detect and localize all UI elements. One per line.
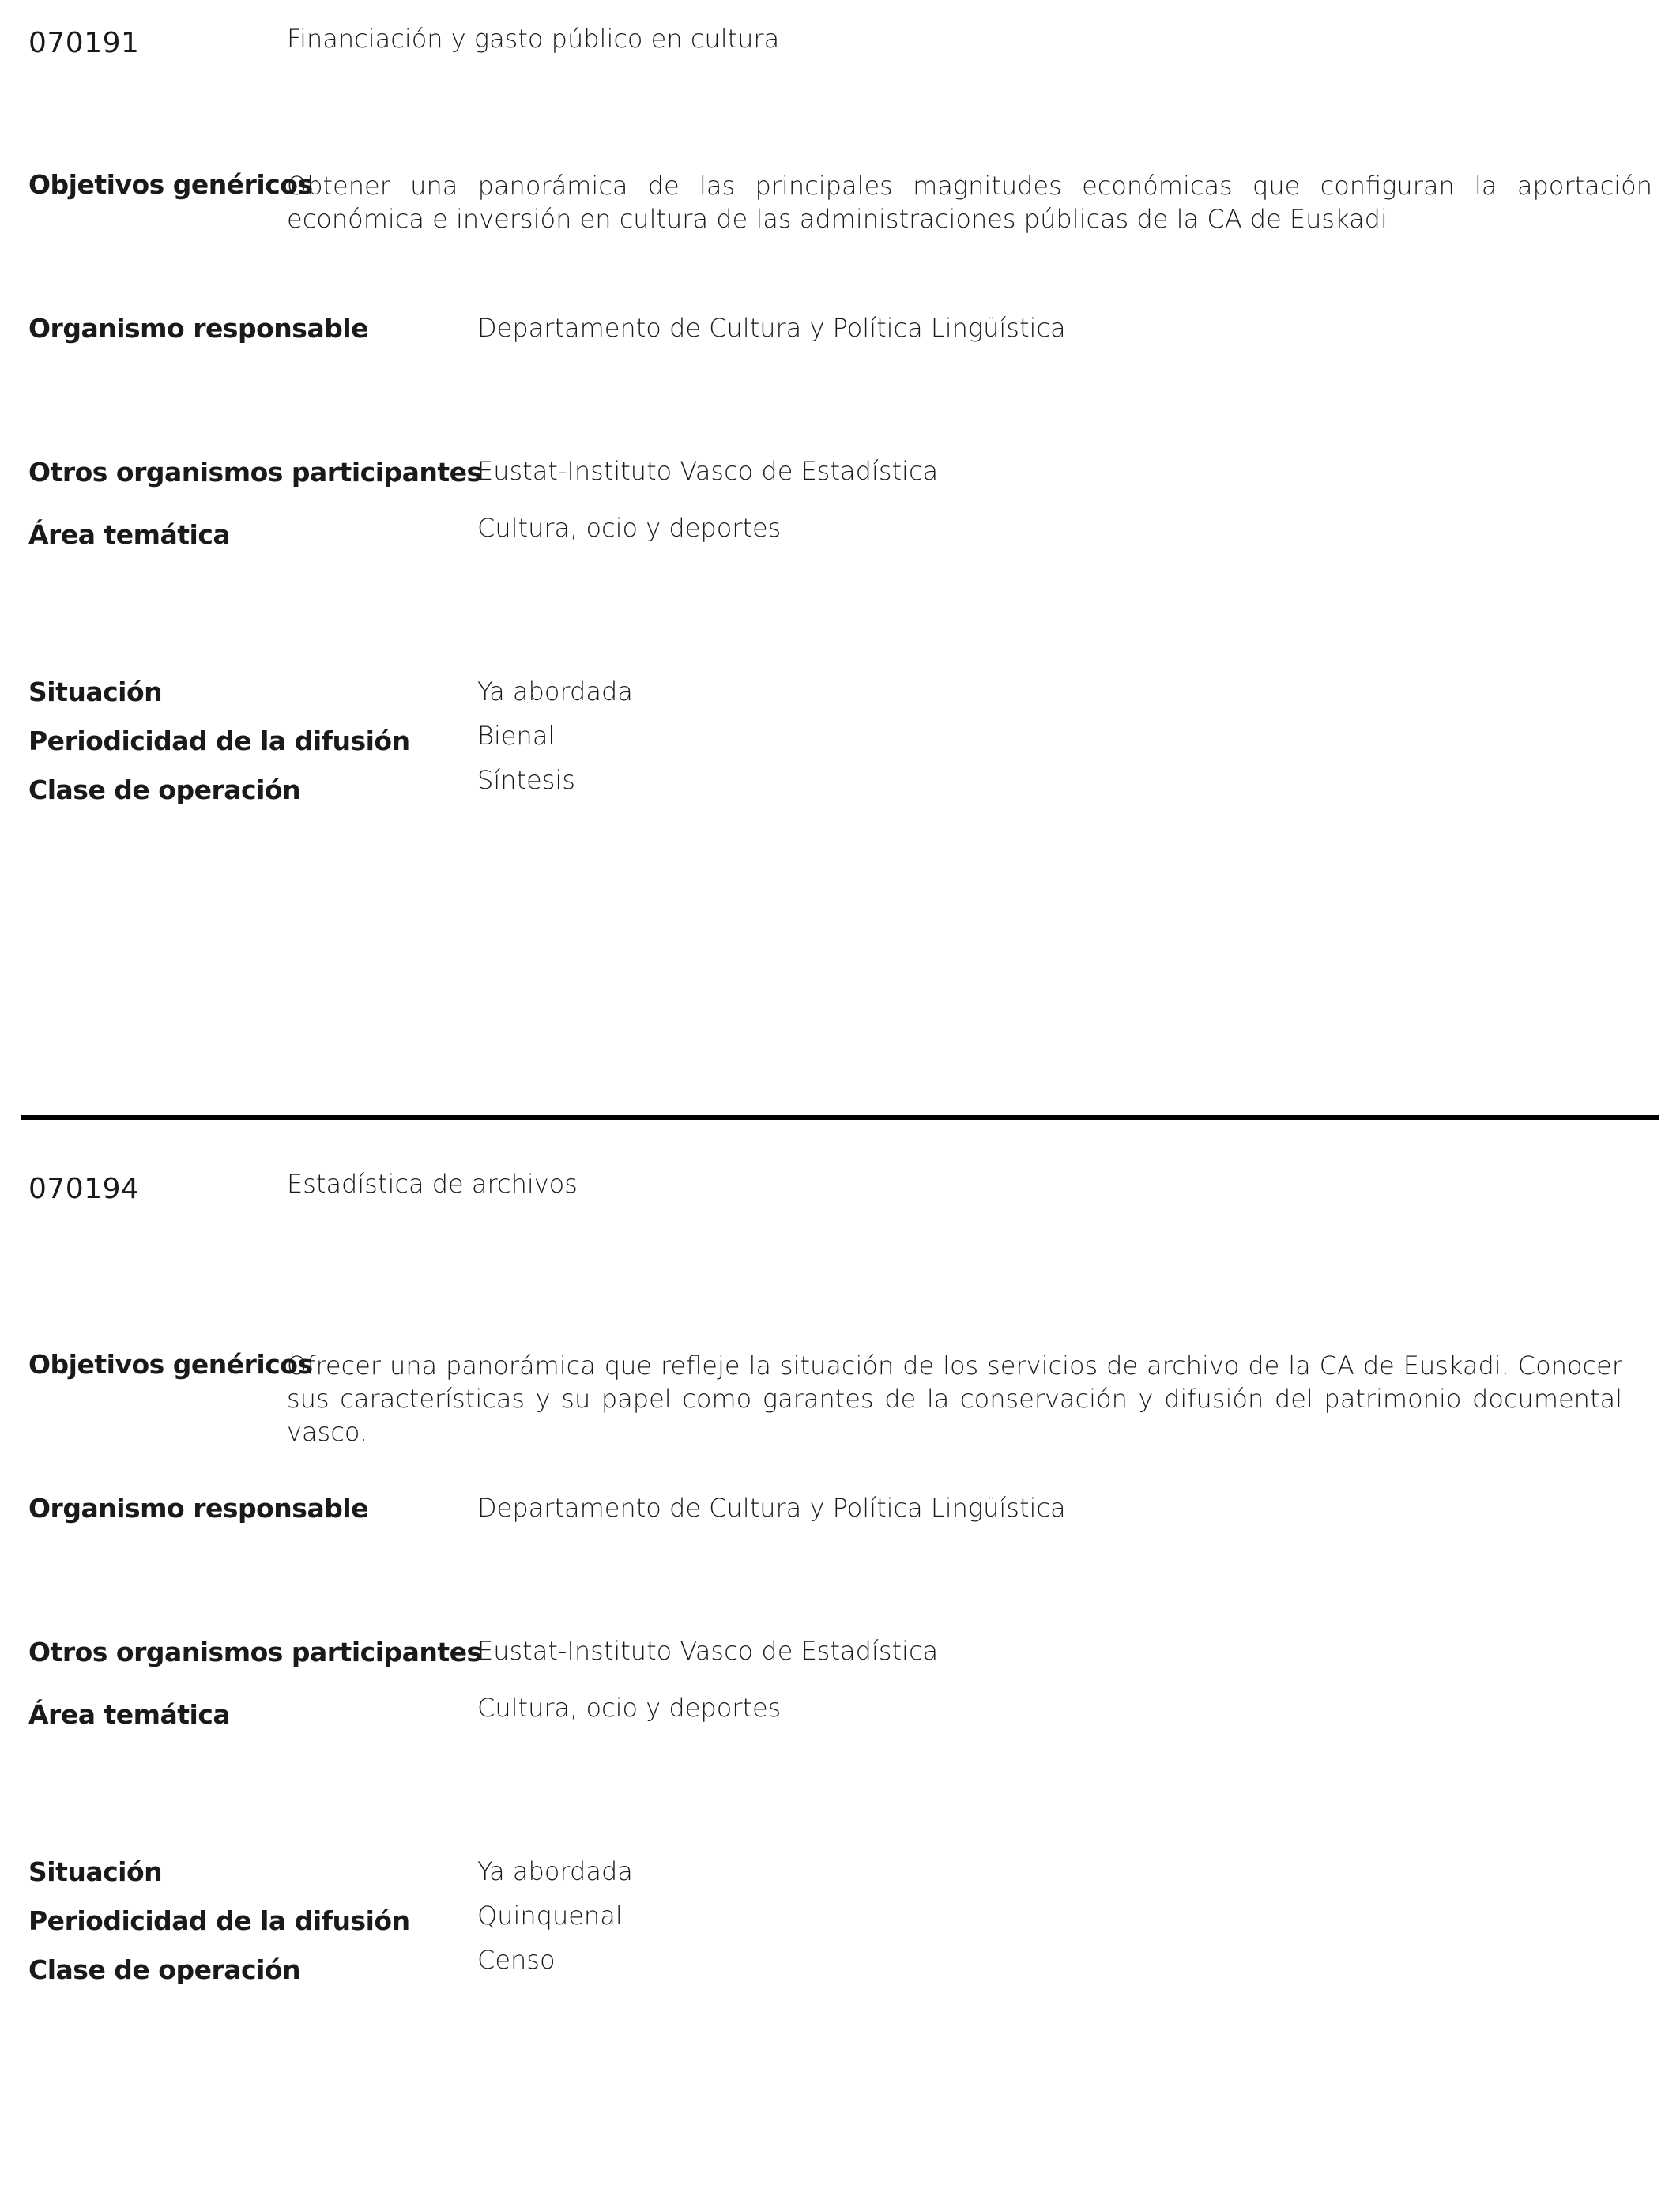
situacion-label: Situación (28, 676, 163, 707)
operation-title: Estadística de archivos (287, 1169, 578, 1199)
organismo-value: Departamento de Cultura y Política Lingüística (477, 1493, 1066, 1523)
organismo-label: Organismo responsable (28, 313, 369, 344)
objetivos-label: Objetivos genéricos (28, 1349, 313, 1380)
operation-title: Financiación y gasto público en cultura (287, 24, 780, 54)
clase-label: Clase de operación (28, 774, 301, 805)
situacion-value: Ya abordada (477, 1856, 633, 1886)
clase-label: Clase de operación (28, 1954, 301, 1985)
clase-value: Censo (477, 1945, 556, 1975)
periodicidad-value: Bienal (477, 721, 556, 751)
otros-organismos-value: Eustat-Instituto Vasco de Estadística (477, 456, 939, 486)
otros-organismos-value: Eustat-Instituto Vasco de Estadística (477, 1636, 939, 1666)
otros-organismos-label: Otros organismos participantes (28, 1637, 482, 1667)
organismo-label: Organismo responsable (28, 1493, 369, 1524)
clase-value: Síntesis (477, 765, 575, 795)
objetivos-text: Ofrecer una panorámica que refleje la situación de los servicios de archivo de la CA de Euskadi. Conocer sus características y su papel como garantes de la conservación y difusión del patrimonio documental vasco. (287, 1351, 1622, 1447)
periodicidad-value: Quinquenal (477, 1901, 623, 1931)
objetivos-text: Obtener una panorámica de las principales magnitudes económicas que configuran la aportación económica e inversión en cultura de las administraciones públicas de la CA de Euskadi (287, 171, 1652, 234)
operation-code: 070191 (28, 27, 140, 59)
area-value: Cultura, ocio y deportes (477, 1693, 782, 1723)
section-divider (21, 1115, 1659, 1120)
periodicidad-label: Periodicidad de la difusión (28, 725, 410, 756)
objetivos-label: Objetivos genéricos (28, 169, 313, 200)
otros-organismos-label: Otros organismos participantes (28, 457, 482, 488)
organismo-value: Departamento de Cultura y Política Lingüística (477, 313, 1066, 343)
situacion-value: Ya abordada (477, 676, 633, 707)
area-value: Cultura, ocio y deportes (477, 513, 782, 543)
situacion-label: Situación (28, 1856, 163, 1887)
operation-code: 070194 (28, 1173, 140, 1205)
area-label: Área temática (28, 1699, 231, 1730)
periodicidad-label: Periodicidad de la difusión (28, 1905, 410, 1936)
area-label: Área temática (28, 519, 231, 550)
